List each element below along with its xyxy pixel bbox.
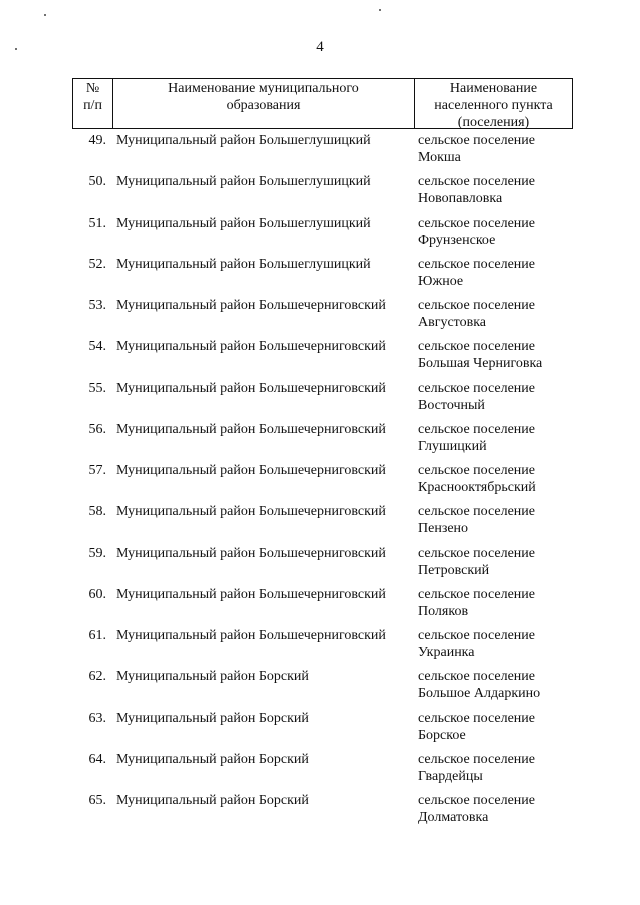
row-municipality: Муниципальный район Большечерниговский <box>116 463 386 478</box>
row-number: 53. <box>88 298 106 313</box>
row-number: 51. <box>88 215 106 231</box>
table-header <box>72 78 573 129</box>
row-settlement <box>418 215 574 249</box>
row-settlement <box>418 586 574 620</box>
row-settlement-name: Петровский <box>418 562 490 578</box>
row-number: 59. <box>88 545 106 561</box>
table-row <box>0 750 640 791</box>
scan-speck <box>44 14 46 16</box>
row-municipality: Муниципальный район Большечерниговский <box>116 380 386 396</box>
row-settlement <box>418 256 574 290</box>
row-number: 49. <box>88 133 106 148</box>
table-row <box>0 296 640 337</box>
row-settlement-name: Долматовка <box>418 810 489 825</box>
table-row <box>0 461 640 502</box>
scan-speck <box>379 9 381 11</box>
row-settlement-type: сельское поселение <box>418 298 535 313</box>
row-settlement-name: Восточный <box>418 397 485 413</box>
header-settlement-line2: населенного пункта <box>434 98 553 113</box>
row-settlement <box>418 462 574 496</box>
table-row <box>0 791 640 832</box>
row-settlement-name: Пензено <box>418 521 469 537</box>
row-settlement <box>418 627 574 661</box>
table-body <box>0 131 640 832</box>
row-number: 61. <box>88 628 106 643</box>
row-settlement-type: сельское поселение <box>418 586 535 602</box>
row-municipality: Муниципальный район Борский <box>116 751 309 767</box>
row-municipality: Муниципальный район Большечерниговский <box>116 298 386 313</box>
table-row <box>0 172 640 213</box>
table-row <box>0 255 640 296</box>
row-settlement-name: Фрунзенское <box>418 232 496 248</box>
page-number: 4 <box>316 39 324 55</box>
row-settlement <box>418 792 574 826</box>
header-municipality-cell <box>113 79 415 128</box>
row-settlement-name: Гвардейцы <box>418 768 483 784</box>
row-number: 65. <box>88 793 106 808</box>
row-settlement <box>418 132 574 166</box>
row-settlement-type: сельское поселение <box>418 215 535 231</box>
row-settlement-name: Поляков <box>418 603 469 619</box>
row-settlement-type: сельское поселение <box>418 463 535 478</box>
row-number: 63. <box>88 710 106 726</box>
row-settlement <box>418 751 574 785</box>
row-number: 64. <box>88 751 106 767</box>
row-municipality: Муниципальный район Большечерниговский <box>116 504 386 520</box>
row-settlement-name: Августовка <box>418 315 487 330</box>
row-settlement-name: Новопавловка <box>418 191 503 207</box>
row-settlement-name: Украинка <box>418 645 475 660</box>
row-number: 62. <box>88 669 106 685</box>
header-municipality-line1: Наименование муниципального <box>168 81 359 96</box>
row-number: 60. <box>88 586 106 602</box>
row-settlement <box>418 421 574 455</box>
row-municipality: Муниципальный район Борский <box>116 710 309 726</box>
row-number: 54. <box>88 339 106 355</box>
header-number-abbrev: п/п <box>83 98 102 113</box>
row-settlement <box>418 338 574 372</box>
table-row <box>0 131 640 172</box>
row-settlement-type: сельское поселение <box>418 669 535 685</box>
row-settlement-name: Борское <box>418 727 466 743</box>
row-municipality: Муниципальный район Большеглушицкий <box>116 174 371 190</box>
table-row <box>0 585 640 626</box>
row-settlement-name: Краснооктябрьский <box>418 480 536 495</box>
row-settlement-type: сельское поселение <box>418 256 535 272</box>
header-settlement-line1: Наименование <box>449 81 538 96</box>
header-municipality-line2: образования <box>226 98 301 113</box>
header-number-cell <box>73 79 113 128</box>
row-municipality: Муниципальный район Борский <box>116 793 309 808</box>
row-number: 50. <box>88 174 106 190</box>
row-settlement-name: Большое Алдаркино <box>418 686 541 702</box>
table-row <box>0 337 640 378</box>
table-row <box>0 502 640 543</box>
row-settlement-type: сельское поселение <box>418 545 535 561</box>
row-settlement-type: сельское поселение <box>418 751 535 767</box>
row-settlement-type: сельское поселение <box>418 793 535 808</box>
row-settlement-name: Южное <box>418 273 464 289</box>
row-municipality: Муниципальный район Большеглушицкий <box>116 133 371 148</box>
table-row <box>0 626 640 667</box>
row-municipality: Муниципальный район Большечерниговский <box>116 421 386 437</box>
table-row <box>0 420 640 461</box>
row-municipality: Муниципальный район Большечерниговский <box>116 545 386 561</box>
row-municipality: Муниципальный район Большеглушицкий <box>116 256 371 272</box>
row-settlement-type: сельское поселение <box>418 628 535 643</box>
row-settlement <box>418 297 574 331</box>
row-settlement-name: Большая Черниговка <box>418 356 543 372</box>
row-settlement <box>418 380 574 414</box>
row-settlement-name: Мокша <box>418 150 461 165</box>
row-settlement <box>418 503 574 537</box>
row-settlement <box>418 545 574 579</box>
row-number: 58. <box>88 504 106 520</box>
row-number: 57. <box>88 463 106 478</box>
row-municipality: Муниципальный район Большечерниговский <box>116 586 386 602</box>
row-settlement-type: сельское поселение <box>418 504 535 520</box>
header-settlement-cell <box>415 79 572 128</box>
row-settlement-type: сельское поселение <box>418 133 535 148</box>
row-settlement-type: сельское поселение <box>418 710 535 726</box>
row-settlement-name: Глушицкий <box>418 438 487 454</box>
row-settlement <box>418 710 574 744</box>
row-settlement <box>418 668 574 702</box>
row-settlement <box>418 173 574 207</box>
table-row <box>0 214 640 255</box>
table-row <box>0 667 640 708</box>
row-number: 52. <box>88 256 106 272</box>
table-row <box>0 544 640 585</box>
row-settlement-type: сельское поселение <box>418 421 535 437</box>
row-number: 55. <box>88 380 106 396</box>
row-number: 56. <box>88 421 106 437</box>
row-municipality: Муниципальный район Большечерниговский <box>116 628 386 643</box>
row-municipality: Муниципальный район Большечерниговский <box>116 339 386 355</box>
header-settlement-line3: (поселения) <box>457 115 530 130</box>
row-municipality: Муниципальный район Большеглушицкий <box>116 215 371 231</box>
row-municipality: Муниципальный район Борский <box>116 669 309 685</box>
table-row <box>0 709 640 750</box>
row-settlement-type: сельское поселение <box>418 174 535 190</box>
header-number-symbol: № <box>85 81 100 96</box>
table-row <box>0 379 640 420</box>
row-settlement-type: сельское поселение <box>418 380 535 396</box>
row-settlement-type: сельское поселение <box>418 339 535 355</box>
